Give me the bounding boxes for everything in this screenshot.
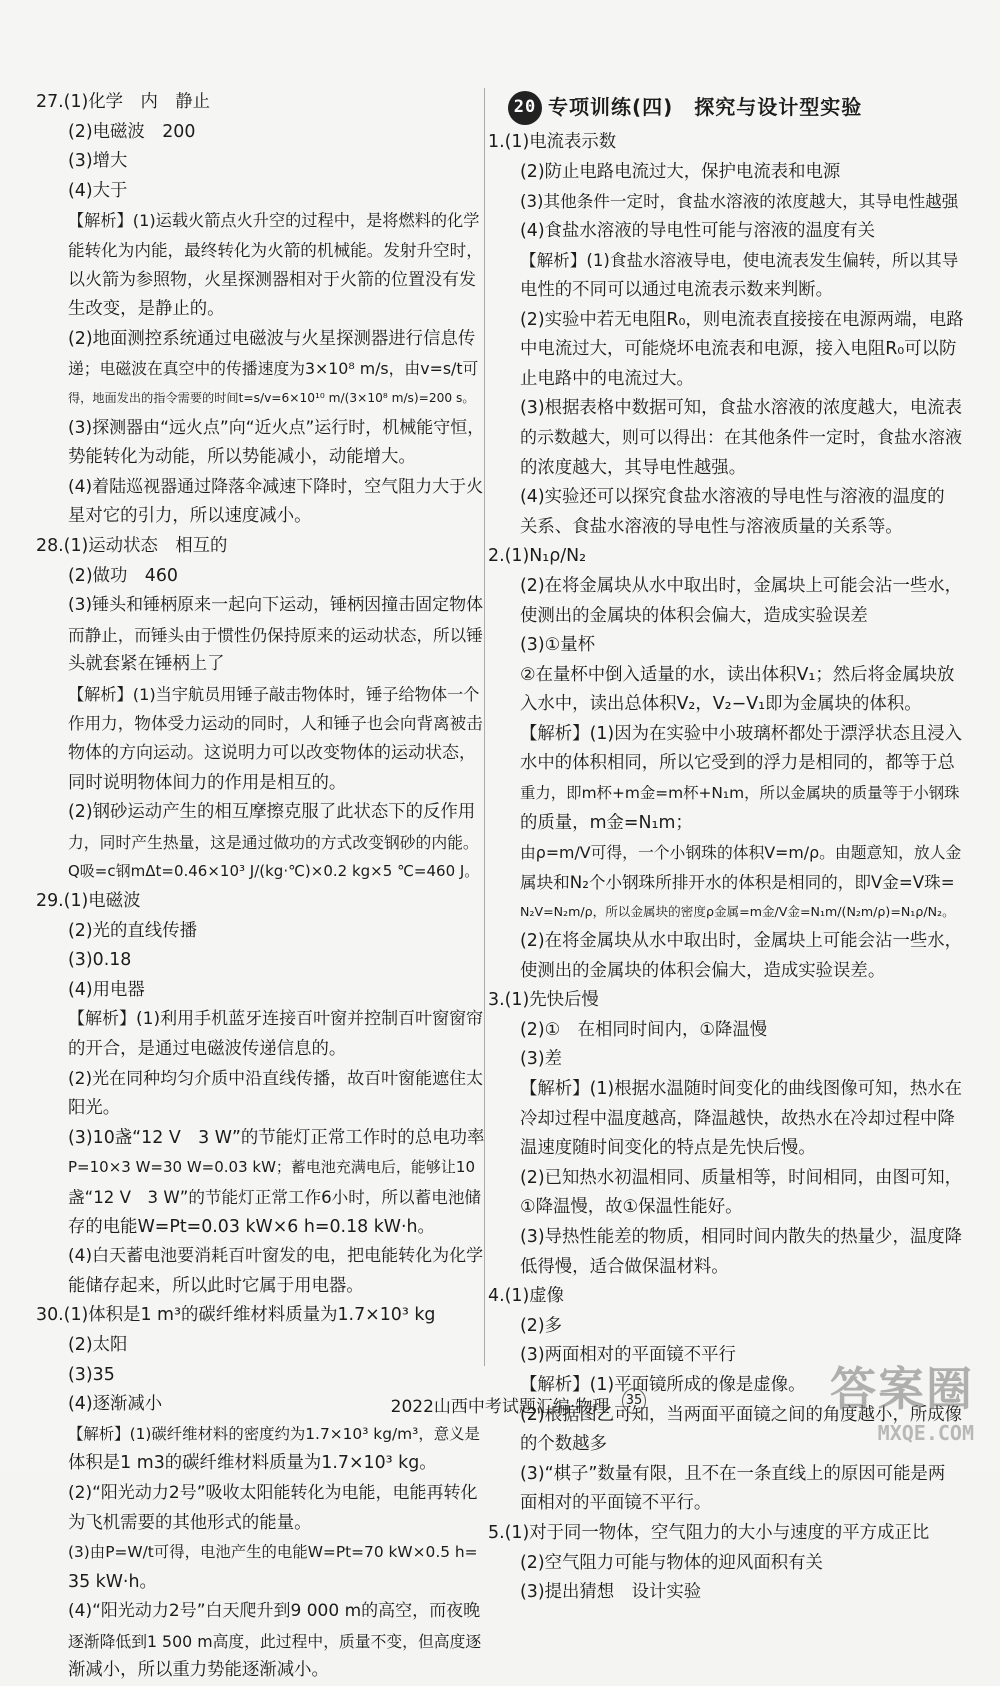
left-text-line: 同时说明物体间力的作用是相互的。 (68, 772, 347, 793)
left-text-line: 阳光。 (68, 1098, 121, 1119)
left-text-line: 35 kW·h。 (68, 1571, 157, 1592)
right-text-line: (2)实验中若无电阻R₀，则电流表直接接在电源两端，电路 (520, 309, 964, 330)
page-number: 35 (622, 1388, 646, 1414)
left-text-line: (3)10盏“12 V 3 W”的节能灯正常工作时的总电功率 (68, 1127, 485, 1148)
right-text-line: 属块和N₂个小钢珠所排开水的体积是相同的，即V金=V珠= (520, 872, 955, 892)
left-text-line: 势能转化为动能，所以势能减小，动能增大。 (68, 447, 416, 468)
right-text-line: 【解析】(1)食盐水溶液导电，使电流表发生偏转，所以其导 (520, 251, 959, 271)
left-text-line: 星对它的引力，所以速度减小。 (68, 506, 312, 527)
right-text-line: 止电路中的电流过大。 (520, 368, 694, 389)
right-text-line: 电性的不同可以通过电流表示数来判断。 (520, 279, 834, 300)
right-text-line: (4)实验还可以探究食盐水溶液的导电性与溶液的温度的 (520, 487, 945, 508)
right-text-line: 关系、食盐水溶液的导电性与溶液质量的关系等。 (520, 516, 903, 537)
left-text-line: 作用力，物体受力运动的同时，人和锤子也会向背离被击 (68, 714, 483, 734)
left-text-line: (3)增大 (68, 151, 128, 172)
right-text-line: 的个数越多 (520, 1434, 607, 1455)
right-text-line: (3)导热性能差的物质，相同时间内散失的热量少，温度降 (520, 1226, 963, 1247)
left-text-line: 头就套紧在锤柄上了 (68, 654, 225, 675)
column-divider (484, 88, 485, 1366)
left-text-line: 【解析】(1)运载火箭点火升空的过程中，是将燃料的化学 (68, 211, 480, 231)
right-text-line: (2)防止电路电流过大，保护电流表和电源 (520, 161, 841, 182)
left-text-line: (3)0.18 (68, 950, 132, 971)
right-text-line: (2)① 在相同时间内，①降温慢 (520, 1019, 768, 1040)
left-text-line: 盏“12 V 3 W”的节能灯正常工作6小时，所以蓄电池储 (68, 1187, 482, 1207)
watermark-site: MXQE.COM (877, 1421, 974, 1445)
right-text-line: 使测出的金属块的体积会偏大，造成实验误差 (520, 605, 868, 626)
right-text-line: (2)已知热水初温相同、质量相等，时间相同，由图可知， (520, 1167, 963, 1188)
right-text-line: 重力，即m杯+m金=m杯+N₁m，所以金属块的质量等于小钢珠 (520, 784, 960, 803)
right-text-line: 由ρ=m/V可得，一个小钢珠的体积V=m/ρ。由题意知，放人金 (520, 843, 962, 863)
left-text-line: 29.(1)电磁波 (36, 891, 141, 912)
right-text-line: 低得慢，适合做保温材料。 (520, 1256, 729, 1277)
left-text-line: 能储存起来，所以此时它属于用电器。 (68, 1275, 364, 1296)
right-text-line: 3.(1)先快后慢 (488, 990, 599, 1011)
left-text-line: 的开合，是通过电磁波传递信息的。 (68, 1039, 347, 1059)
right-text-line: 中电流过大，可能烧坏电流表和电源，接入电阻R₀可以防 (520, 339, 957, 360)
right-text-line: (3)①量杯 (520, 635, 596, 656)
right-text-line: 温速度随时间变化的特点是先快后慢。 (520, 1138, 816, 1159)
right-text-line: 面相对的平面镜不平行。 (520, 1493, 712, 1514)
section-title: 专项训练(四) 探究与设计型实验 (548, 95, 863, 120)
left-text-line: 体积是1 m3的碳纤维材料质量为1.7×10³ kg。 (68, 1453, 437, 1474)
right-text-line: 【解析】(1)根据水温随时间变化的曲线图像可知，热水在 (520, 1079, 963, 1099)
left-text-line: 28.(1)运动状态 相互的 (36, 535, 228, 556)
right-text-line: 4.(1)虚像 (488, 1286, 565, 1307)
left-text-line: (3)探测器由“远火点”向“近火点”运行时，机械能守恒， (68, 417, 485, 438)
left-text-line: (3)由P=W/t可得，电池产生的电能W=Pt=70 kW×0.5 h= (68, 1543, 478, 1562)
right-text-line: (2)在将金属块从水中取出时，金属块上可能会沾一些水， (520, 575, 963, 596)
left-text-line: (2)光的直线传播 (68, 920, 197, 941)
left-text-line: 存的电能W=Pt=0.03 kW×6 h=0.18 kW·h。 (68, 1216, 435, 1237)
left-text-line: (4)大于 (68, 180, 128, 201)
section-number-icon: 20 (508, 91, 542, 125)
left-text-line: 【解析】(1)当宇航员用锤子敲击物体时，锤子给物体一个 (68, 684, 480, 704)
right-text-line: (2)空气阻力可能与物体的迎风面积有关 (520, 1552, 823, 1573)
left-text-line: 生改变，是静止的。 (68, 299, 225, 320)
right-text-line: (2)在将金属块从水中取出时，金属块上可能会沾一些水， (520, 931, 963, 952)
left-text-line: (2)电磁波 200 (68, 121, 196, 142)
right-text-line: 冷却过程中温度越高，降温越快，故热水在冷却过程中降 (520, 1108, 955, 1129)
left-text-line: (4)“阳光动力2号”白天爬升到9 000 m的高空，而夜晚 (68, 1601, 481, 1622)
right-text-line: ②在量杯中倒入适量的水，读出体积V₁；然后将金属块放 (520, 664, 955, 685)
right-text-line: 2.(1)N₁ρ/N₂ (488, 546, 587, 567)
left-text-line: (2)地面测控系统通过电磁波与火星探测器进行信息传 (68, 328, 476, 349)
right-text-line: (3)“棋子”数量有限，且不在一条直线上的原因可能是两 (520, 1463, 946, 1484)
left-text-line: (2)太阳 (68, 1334, 128, 1355)
left-text-line: 而静止，而锤头由于惯性仍保持原来的运动状态，所以锤 (68, 625, 483, 645)
watermark-text: 答案圈 (830, 1362, 974, 1416)
left-text-line: 渐减小，所以重力势能逐渐减小。 (68, 1660, 329, 1681)
left-text-line: (2)钢砂运动产生的相互摩擦克服了此状态下的反作用 (68, 802, 476, 823)
left-column (36, 88, 484, 1686)
right-text-line: 【解析】(1)平面镜所成的像是虚像。 (520, 1374, 806, 1395)
right-text-line: (2)多 (520, 1315, 563, 1336)
left-text-line: (4)用电器 (68, 979, 145, 1000)
left-text-line: (2)“阳光动力2号”吸收太阳能转化为电能，电能再转化 (68, 1482, 478, 1503)
right-text-line: (3)提出猜想 设计实验 (520, 1582, 702, 1603)
right-text-line: 的浓度越大，其导电性越强。 (520, 457, 747, 478)
right-text-line: (3)两面相对的平面镜不平行 (520, 1345, 736, 1366)
right-text-line: (3)根据表格中数据可知，食盐水溶液的浓度越大，电流表 (520, 398, 963, 419)
left-text-line: 物体的方向运动。这说明力可以改变物体的运动状态， (68, 743, 476, 764)
left-text-line: (4)白天蓄电池要消耗百叶窗发的电，把电能转化为化学 (68, 1246, 484, 1267)
left-text-line: 力，同时产生热量，这是通过做功的方式改变钢砂的内能。 (68, 832, 479, 852)
right-text-line: 的质量，m金=N₁m； (520, 812, 693, 833)
right-text-line: (3)差 (520, 1049, 563, 1070)
left-text-line: P=10×3 W=30 W=0.03 kW；蓄电池充满电后，能够让10 (68, 1158, 476, 1177)
left-text-line: 得，地面发出的指令需要的时间t=s/v=6×10¹⁰ m/(3×10⁸ m/s)=200 s。 (68, 390, 475, 405)
left-text-line: 递；电磁波在真空中的传播速度为3×10⁸ m/s，由v=s/t可 (68, 359, 479, 379)
left-text-line: 能转化为内能，最终转化为火箭的机械能。发射升空时， (68, 240, 483, 260)
watermark-logo (784, 1362, 974, 1445)
right-text-line: N₂V=N₂m/ρ，所以金属块的密度ρ金属=m金/V金=N₁m/(N₂m/ρ)=N₁ρ/N₂。 (520, 904, 955, 920)
left-text-line: 【解析】(1)碳纤维材料的密度约为1.7×10³ kg/m³，意义是 (68, 1424, 480, 1443)
left-text-line: (3)35 (68, 1364, 115, 1385)
left-text-line: 【解析】(1)利用手机蓝牙连接百叶窗并控制百叶窗窗帘 (68, 1009, 484, 1030)
footer-title: 2022山西中考试题汇编·物理 (390, 1397, 610, 1417)
left-text-line: 以火箭为参照物，火星探测器相对于火箭的位置没有发 (68, 269, 476, 290)
right-text-line: (3)其他条件一定时，食盐水溶液的浓度越大，其导电性越强 (520, 192, 959, 212)
left-text-line: (3)锤头和锤柄原来一起向下运动，锤柄因撞击固定物体 (68, 595, 484, 616)
section-header (508, 88, 964, 128)
right-text-line: (2)根据图乙可知，当两面平面镜之间的角度越小，所成像 (520, 1404, 963, 1425)
right-text-line: 使测出的金属块的体积会偏大，造成实验误差。 (520, 960, 886, 981)
right-text-line: 1.(1)电流表示数 (488, 132, 617, 152)
right-text-line: 的示数越大，则可以得出：在其他条件一定时，食盐水溶液 (520, 427, 962, 448)
right-text-line: 【解析】(1)因为在实验中小玻璃杯都处于漂浮状态且浸入 (520, 723, 963, 744)
left-text-line: 30.(1)体积是1 m³的碳纤维材料质量为1.7×10³ kg (36, 1305, 436, 1326)
left-text-line: Q吸=c钢mΔt=0.46×10³ J/(kg·℃)×0.2 kg×5 ℃=460 J。 (68, 862, 480, 881)
right-text-line: 5.(1)对于同一物体，空气阻力的大小与速度的平方成正比 (488, 1522, 930, 1543)
right-text-line: ①降温慢，故①保温性能好。 (520, 1197, 743, 1218)
left-text-line: 逐渐降低到1 500 m高度，此过程中，质量不变，但高度逐 (68, 1631, 482, 1651)
right-text-line: 入水中，读出总体积V₂，V₂−V₁即为金属块的体积。 (520, 694, 922, 715)
left-text-line: (2)光在同种均匀介质中沿直线传播，故百叶窗能遮住太 (68, 1068, 484, 1089)
left-text-line: (4)着陆巡视器通过降落伞减速下降时，空气阻力大于火 (68, 476, 484, 497)
left-text-line: 为飞机需要的其他形式的能量。 (68, 1512, 312, 1533)
right-text-line: (4)食盐水溶液的导电性可能与溶液的温度有关 (520, 220, 876, 241)
left-text-line: (4)逐渐减小 (68, 1394, 163, 1415)
right-text-line: 水中的体积相同，所以它受到的浮力是相同的，都等于总 (520, 753, 955, 774)
left-text-line: (2)做功 460 (68, 565, 178, 586)
left-text-line: 27.(1)化学 内 静止 (36, 92, 211, 112)
